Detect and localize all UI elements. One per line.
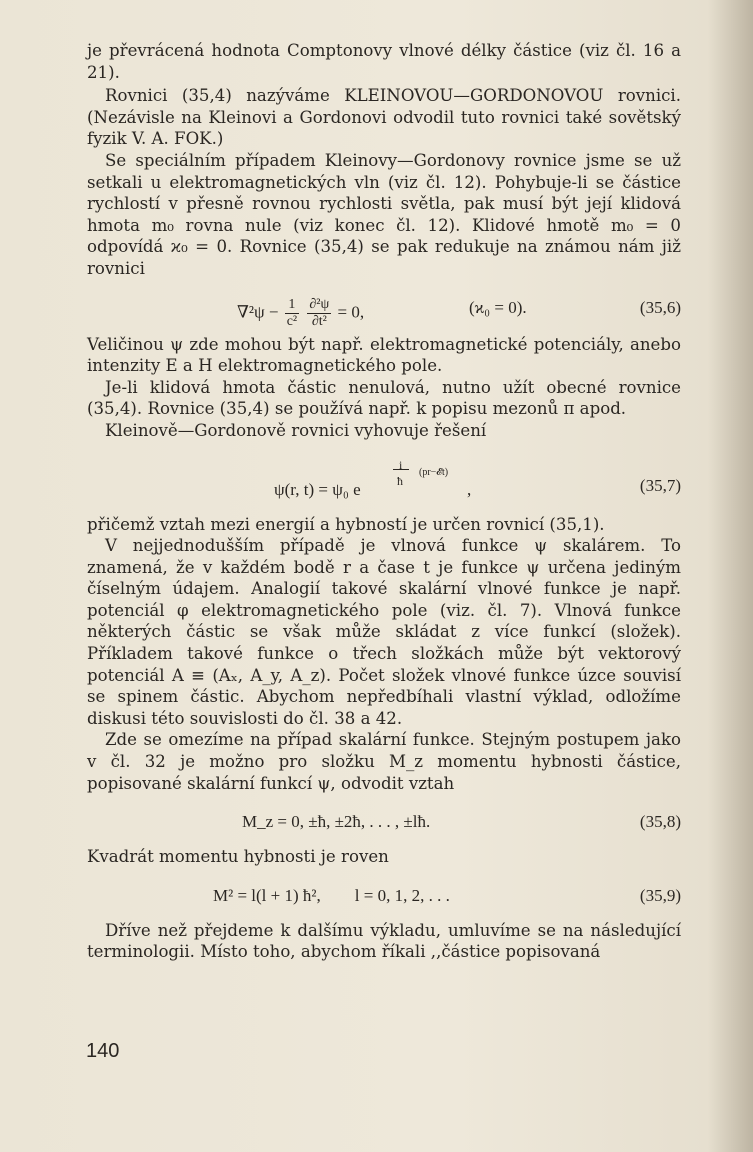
paragraph: Je-li klidová hmota částic nenulová, nutno užít obecné rovnice (35,4). Rovnice (35,4) se používá např. k popisu mezonů π apod.: [87, 377, 681, 419]
eq-body: M² = l(l + 1) ħ², l = 0, 1, 2, . . .: [213, 885, 450, 905]
paragraph: Se speciálním případem Kleinovy—Gordonovy rovnice jsme se už setkali u elektromagnetických vln (viz čl. 12). Pohybuje-li se částice rychlostí v přesně rovnou rychlosti světla, pak musí být její klidová hmota m₀ rovna nule (viz konec čl. 12). Klidové hmotě m₀ = 0 odpovídá ϰ₀ = 0. Rovnice (35,4) se pak redukuje na známou nám již rovnici: [87, 150, 681, 278]
fraction: [307, 297, 331, 330]
exp-argument: (pr−𝓔t): [419, 466, 449, 478]
eq-lhs: ψ(r, t) = ψ₀ e: [274, 479, 361, 499]
eq-rhs: = 0,: [337, 301, 365, 321]
equation-35-6: [87, 287, 681, 327]
paragraph: přičemž vztah mezi energií a hybností je určen rovnicí (35,1).: [87, 514, 605, 534]
equation-35-7: [87, 449, 681, 507]
page-number: 140: [86, 1040, 120, 1062]
equation-35-8: [87, 801, 681, 839]
eq-lhs: ∇²ψ −: [237, 301, 279, 321]
numerator: ∂²ψ: [309, 296, 330, 312]
paragraph: je převrácená hodnota Comptonovy vlnové délky částice (viz čl. 16 a 21).: [87, 41, 681, 82]
denominator: c²: [286, 313, 298, 329]
denominator: ∂t²: [311, 313, 327, 329]
equation-number: (35,8): [639, 812, 681, 832]
equation-35-9: [87, 875, 681, 913]
equation-number: (35,6): [639, 297, 681, 317]
paragraph: Kvadrát momentu hybnosti je roven: [87, 847, 389, 867]
exp-hbar: ħ: [397, 473, 403, 488]
paragraph: Rovnici (35,4) nazýváme KLEINOVOU—GORDONOVOU rovnici. (Nezávisle na Kleinovi a Gordonovi odvodil tuto rovnici také sovětský fyzik V. A. FOK.): [87, 86, 681, 149]
equation-number: (35,9): [639, 885, 681, 905]
text-column: [87, 40, 681, 963]
exp-i: i: [399, 457, 403, 472]
paragraph: Kleinově—Gordonově rovnici vyhovuje řešení: [105, 420, 487, 440]
paragraph: Veličinou ψ zde mohou být např. elektromagnetické potenciály, anebo intenzity E a H elektromagnetického pole.: [87, 334, 681, 376]
paragraph: V nejjednodušším případě je vlnová funkce ψ skalárem. To znamená, že v každém bodě r a čase t je funkce ψ určena jediným číselným údajem. Analogií takové skalární vlnové funkce je např. potenciál φ elektromagnetického pole (viz. čl. 7). Vlnová funkce některých částic se však může skládat z více funkcí (složek). Příkladem takové funkce o třech složkách může být vektorový potenciál A ≡ (Aₓ, A_y, A_z). Počet složek vlnové funkce úzce souvisí se spinem částic. Abychom nepředbíhali vlastní výklad, odložíme diskusi této souvislosti do čl. 38 a 42.: [87, 536, 681, 728]
numerator: 1: [285, 297, 299, 314]
equation-number: (35,7): [639, 475, 681, 495]
fraction: [285, 297, 299, 330]
eq-body: M_z = 0, ±ħ, ±2ħ, . . . , ±lħ.: [242, 812, 431, 832]
eq-comma: ,: [467, 479, 472, 499]
paragraph: Dříve než přejdeme k dalšímu výkladu, umluvíme se na následující terminologii. Místo toho, abychom říkali ,,částice popisovaná: [87, 920, 681, 962]
paragraph: Zde se omezíme na případ skalární funkce. Stejným postupem jako v čl. 32 je možno pro složku M_z momentu hybnosti částice, popisované skalární funkcí ψ, odvodit vztah: [87, 730, 681, 793]
eq-condition: (ϰ₀ = 0).: [469, 297, 527, 317]
